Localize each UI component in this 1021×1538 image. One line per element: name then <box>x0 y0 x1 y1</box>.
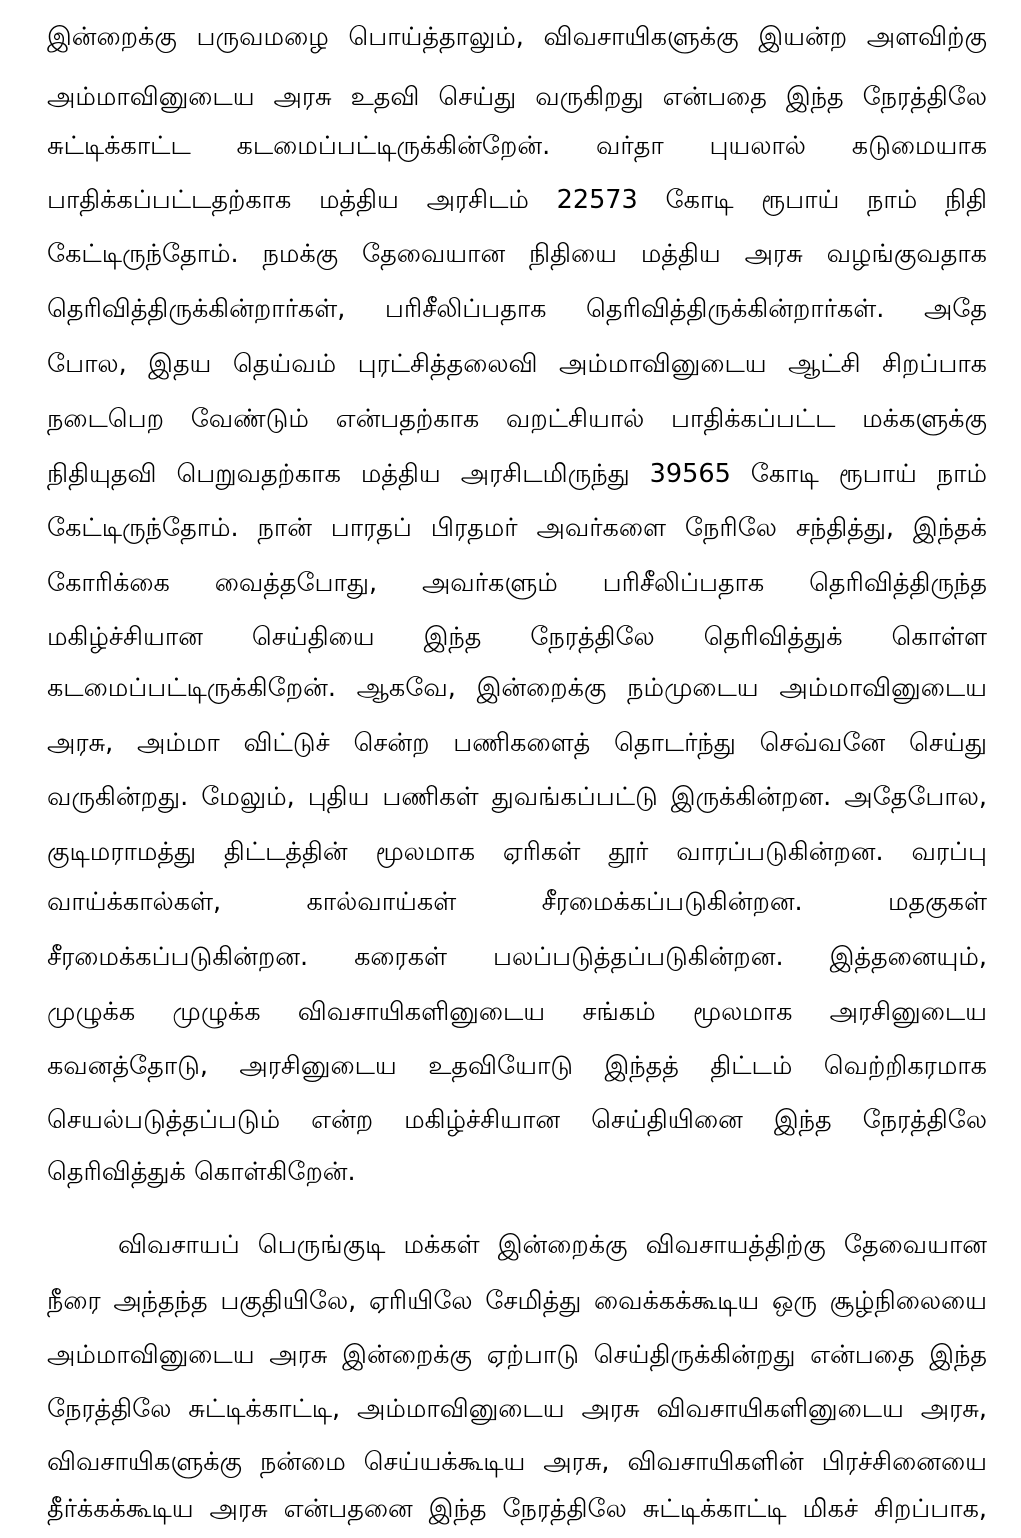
text-line: கோரிக்கை வைத்தபோது, அவர்களும் பரிசீலிப்பதாக தெரிவித்திருந்த <box>47 568 987 598</box>
text-line: முழுக்க முழுக்க விவசாயிகளினுடைய சங்கம் மூலமாக அரசினுடைய <box>47 997 987 1027</box>
text-line: சீரமைக்கப்படுகின்றன. கரைகள் பலப்படுத்தப்படுகின்றன. இத்தனையும், <box>47 942 987 972</box>
text-line: சுட்டிக்காட்ட கடமைப்பட்டிருக்கின்றேன். வர்தா புயலால் கடுமையாக <box>47 131 987 161</box>
text-line: குடிமராமத்து திட்டத்தின் மூலமாக ஏரிகள் தூர் வாரப்படுகின்றன. வரப்பு <box>47 837 987 867</box>
text-line: போல, இதய தெய்வம் புரட்சித்தலைவி அம்மாவினுடைய ஆட்சி சிறப்பாக <box>47 349 987 379</box>
text-line: நீரை அந்தந்த பகுதியிலே, ஏரியிலே சேமித்து வைக்கக்கூடிய ஒரு சூழ்நிலையை <box>47 1286 987 1316</box>
text-line: நிதியுதவி பெறுவதற்காக மத்திய அரசிடமிருந்து 39565 கோடி ரூபாய் நாம் <box>47 459 987 489</box>
text-line: நடைபெற வேண்டும் என்பதற்காக வறட்சியால் பாதிக்கப்பட்ட மக்களுக்கு <box>47 404 987 434</box>
text-line: கேட்டிருந்தோம். நான் பாரதப் பிரதமர் அவர்களை நேரிலே சந்தித்து, இந்தக் <box>47 513 987 543</box>
text-line: தெரிவித்துக் கொள்கிறேன். <box>47 1157 356 1187</box>
text-line: செயல்படுத்தப்படும் என்ற மகிழ்ச்சியான செய்தியினை இந்த நேரத்திலே <box>47 1105 987 1135</box>
text-line: இன்றைக்கு பருவமழை பொய்த்தாலும், விவசாயிகளுக்கு இயன்ற அளவிற்கு <box>47 22 987 52</box>
text-line: விவசாயப் பெருங்குடி மக்கள் இன்றைக்கு விவசாயத்திற்கு தேவையான <box>118 1230 987 1260</box>
text-line: பாதிக்கப்பட்டதற்காக மத்திய அரசிடம் 22573 கோடி ரூபாய் நாம் நிதி <box>47 185 987 215</box>
text-line: அம்மாவினுடைய அரசு உதவி செய்து வருகிறது என்பதை இந்த நேரத்திலே <box>47 82 987 112</box>
text-line: கடமைப்பட்டிருக்கிறேன். ஆகவே, இன்றைக்கு நம்முடைய அம்மாவினுடைய <box>47 673 987 703</box>
text-line: வாய்க்கால்கள், கால்வாய்கள் சீரமைக்கப்படுகின்றன. மதகுகள் <box>47 887 987 917</box>
text-line: அம்மாவினுடைய அரசு இன்றைக்கு ஏற்பாடு செய்திருக்கின்றது என்பதை இந்த <box>47 1340 987 1370</box>
text-line: கவனத்தோடு, அரசினுடைய உதவியோடு இந்தத் திட்டம் வெற்றிகரமாக <box>47 1051 987 1081</box>
text-line: மகிழ்ச்சியான செய்தியை இந்த நேரத்திலே தெரிவித்துக் கொள்ள <box>47 622 987 652</box>
text-line: தீர்க்கக்கூடிய அரசு என்பதனை இந்த நேரத்திலே சுட்டிக்காட்டி மிகச் சிறப்பாக, <box>47 1494 987 1524</box>
text-line: தெரிவித்திருக்கின்றார்கள், பரிசீலிப்பதாக தெரிவித்திருக்கின்றார்கள். அதே <box>47 294 987 324</box>
text-line: நேரத்திலே சுட்டிக்காட்டி, அம்மாவினுடைய அரசு விவசாயிகளினுடைய அரசு, <box>47 1394 987 1424</box>
text-line: வருகின்றது. மேலும், புதிய பணிகள் துவங்கப்பட்டு இருக்கின்றன. அதேபோல, <box>47 782 987 812</box>
text-line: விவசாயிகளுக்கு நன்மை செய்யக்கூடிய அரசு, விவசாயிகளின் பிரச்சினையை <box>47 1447 987 1477</box>
text-line: கேட்டிருந்தோம். நமக்கு தேவையான நிதியை மத்திய அரசு வழங்குவதாக <box>47 239 987 269</box>
text-line: அரசு, அம்மா விட்டுச் சென்ற பணிகளைத் தொடர்ந்து செவ்வனே செய்து <box>47 728 987 758</box>
